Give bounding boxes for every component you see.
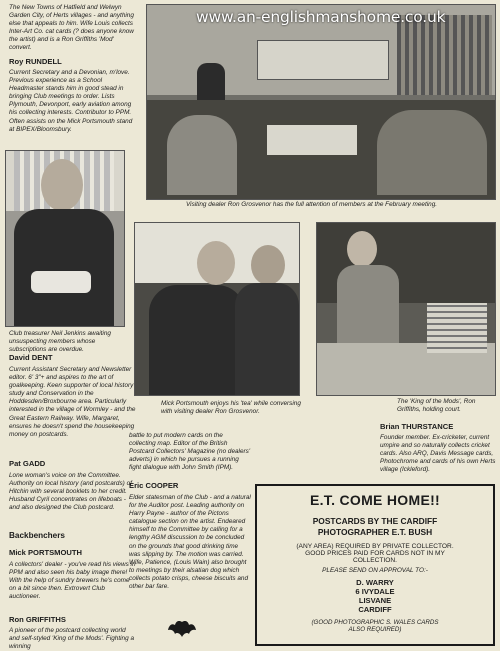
advert-sub1: POSTCARDS BY THE CARDIFF [312,516,438,526]
ron-griffiths-text: A pioneer of the postcard collecting world and self-styled 'King of the Mods'. Fighting a winning [9,627,134,651]
roy-rundell-heading: Roy RUNDELL [9,57,62,66]
ron-griffiths-continued: battle to put modern cards on the collecting map. Editor of the British Postcard Collectors' Magazine (no dealers' adverts) in which he pursues a running fight dialogue with John Smith (IPM). [129,432,251,472]
roy-rundell-text: Current Secretary and a Devonian, m'love. Previous experience as a School Headmaster stands him in good stead in bringing Club meetings to order. Lists Plymouth, Devonport, early aviation among his collecting interests. Contributor to PPM. Often assists on the Mick Portsmouth stand at BIPEX/Bloomsbury. [9,69,133,133]
david-dent-heading: David DENT [9,353,53,362]
advert-line4: PLEASE SEND ON APPROVAL TO:- [322,567,428,574]
photo-ron-griffiths [316,222,496,396]
advert-foot2: ALSO REQUIRED) [348,626,402,633]
pat-gadd-text: Lone woman's voice on the Committee. Authority on local history (and postcards) of Hitchin with several booklets to her credit. Husband Cyril concentrates on lifeboats - and also designed the Club postcard. [9,472,132,512]
photo-meeting-room [146,4,496,200]
advert-title: E.T. COME HOME!! [309,492,441,508]
david-dent-text: Current Assistant Secretary and Newsletter editor. 6' 3"+ and aspires to the art of goalkeeping. Keen supporter of local history study and Conservation in the Hoddesden/Broxbourne area. Particularly interested in the village of Wormley - and the Great Eastern Railway. Wife, Margaret, ensures he doesn't spend the housekeeping money on postcards. [9,366,136,438]
brian-thurstance-heading: Brian THURSTANCE [380,422,454,431]
intro-text: The New Towns of Hatfield and Welwyn Garden City, of Herts villages - and anything else that appeals to him. Wife Louis collects Inter-Art Co. cat cards (? does anyone know the artist) and is a Ron Griffiths 'Mod' convert. [9,4,134,52]
photo-mick-portsmouth [134,222,300,396]
caption-mick-portsmouth: Mick Portsmouth enjoys his 'tea' while conversing with visiting dealer Ron Grosvenor. [161,400,301,415]
advert-line1: (ANY AREA) REQUIRED BY PRIVATE COLLECTOR. [296,543,454,550]
advert-addr4: CARDIFF [358,605,392,614]
caption-neil-jenkins: Club treasurer Neil Jenkins awaiting unsuspecting members whose subscriptions are overdue. [9,330,111,353]
advert-sub2: PHOTOGRAPHER E.T. BUSH [317,527,433,537]
brian-thurstance-text: Founder member. Ex-cricketer, current umpire and so naturally collects cricket cards. Also ARQ, Davis Message cards, Photochrome and cards of his own Herts village (Ickleford). [380,434,496,474]
advert-addr2: 6 IVYDALE [355,587,395,596]
caption-ron-griffiths: The 'King of the Mods', Ron Griffiths, holding court. [397,398,476,413]
photo-neil-jenkins [5,150,125,327]
backbenchers-heading: Backbenchers [9,531,65,540]
advert-addr1: D. WARRY [356,578,394,587]
mick-portsmouth-text: A collectors' dealer - you've read his views in PPM and also seen his baby image there! With the help of sundry brewers he's come on a bit since then. Extrovert Club auctioneer. [9,561,136,601]
advert-box [255,484,495,646]
ron-griffiths-heading: Ron GRIFFITHS [9,615,66,624]
mick-portsmouth-heading: Mick PORTSMOUTH [9,548,82,557]
caption-meeting: Visiting dealer Ron Grosvenor has the full attention of members at the February meeting. [186,201,438,208]
advert-line3: COLLECTION. [353,557,397,564]
watermark-url: www.an-englishmanshome.co.uk [196,8,446,26]
eric-cooper-heading: Eric COOPER [129,481,179,490]
bat-logo-icon [167,618,197,640]
advert-addr3: LISVANE [358,596,392,605]
advert-foot1: (GOOD PHOTOGRAPHIC S. WALES CARDS [311,619,439,626]
eric-cooper-text: Elder statesman of the Club - and a natural for the Auditor post. Leading authority on Harry Payne - author of the Pictons catalogue section on the artist. Endeared himself to the Committee by calling for a lengthy AGM discussion to be concluded on the grounds that good drinking time was slipping by. The motion was carried. Wife, Patience, (Louis Wain) also brought to meetings by their alsatian dog which collects potato crisps, cheese biscuits and other bar fare. [129,494,251,591]
pat-gadd-heading: Pat GADD [9,459,46,468]
advert-line2: GOOD PRICES PAID FOR CARDS NOT IN MY [305,550,445,557]
